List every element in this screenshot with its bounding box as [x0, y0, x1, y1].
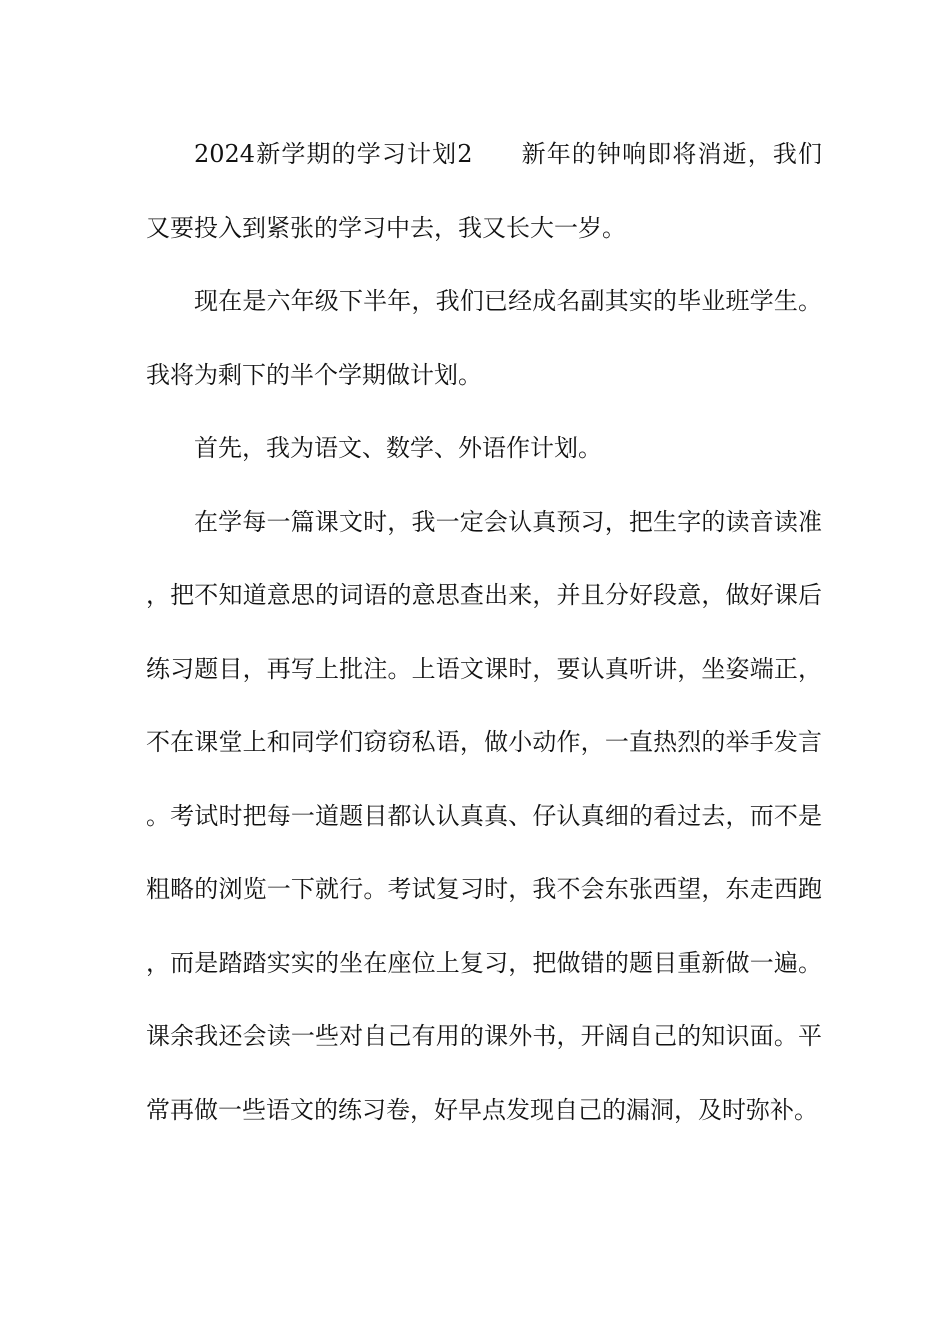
paragraph-3: 首先，我为语文、数学、外语作计划。	[194, 434, 602, 462]
paragraph-2: 现在是六年级下半年，我们已经成名副其实的毕业班学生。我将为剩下的半个学期做计划。	[146, 287, 822, 389]
document-body	[146, 118, 822, 1147]
document-title: 2024新学期的学习计划2	[194, 140, 473, 168]
paragraph-1	[146, 118, 822, 265]
paragraph-4: 在学每一篇课文时，我一定会认真预习，把生字的读音读准，把不知道意思的词语的意思查出来，并且分好段意，做好课后练习题目，再写上批注。上语文课时，要认真听讲，坐姿端正，不在课堂上和同学们窃窃私语，做小动作，一直热烈的举手发言。考试时把每一道题目都认认真真、仔认真细的看过去，而不是粗略的浏览一下就行。考试复习时，我不会东张西望，东走西跑，而是踏踏实实的坐在座位上复习，把做错的题目重新做一遍。课余我还会读一些对自己有用的课外书，开阔自己的知识面。平常再做一些语文的练习卷，好早点发现自己的漏洞，及时弥补。	[146, 507, 822, 1124]
paragraph-1-text: 新年的钟响即将消逝，我们又要投入到紧张的学习中去，我又长大一岁。	[146, 140, 822, 242]
